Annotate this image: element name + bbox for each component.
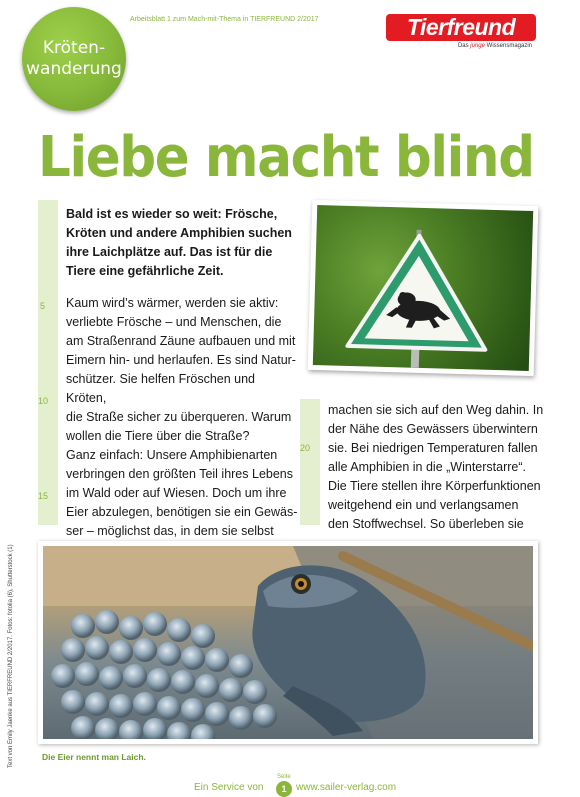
line-number: 20 <box>300 443 311 453</box>
footer-seite-label: Seite <box>277 774 291 780</box>
logo-word: Tierfreund <box>386 14 536 41</box>
header-line: Arbeitsblatt 1 zum Mach-mit-Thema in TIERFREUND 2/2017 <box>130 16 319 23</box>
footer <box>0 776 580 796</box>
logo-tagline: Das junge Wissensmagazin <box>457 43 532 49</box>
frog-image <box>43 546 533 739</box>
tierfreund-logo <box>386 14 536 54</box>
topic-badge <box>22 7 126 111</box>
intro-paragraph: Bald ist es wieder so weit: Frösche, Kröten und andere Amphibien suchen ihre Laichplätze auf. Das ist für die Tiere eine gefährliche Zeit. <box>66 207 292 278</box>
photo-caption: Die Eier nennt man Laich. <box>42 752 146 762</box>
publisher-link[interactable]: www.sailer-verlag.com <box>296 782 397 793</box>
line-number-bar-right <box>300 399 320 525</box>
sign-image <box>313 205 533 371</box>
photo-credit: Text von Emily Jaenke aus TIERFREUND 2/2017. Fotos: fotolia (6), Shutterstock (1) <box>8 544 14 768</box>
frog-with-spawn-illustration <box>43 546 533 739</box>
toad-crossing-sign-icon <box>313 205 533 371</box>
line-number-bar-left <box>38 200 58 525</box>
line-number: 5 <box>40 301 46 311</box>
toad-sign-photo <box>308 200 539 376</box>
badge-text: Kröten- wanderung <box>26 38 122 79</box>
frog-spawn-photo <box>38 541 538 744</box>
body-column-1: Kaum wird’s wärmer, werden sie aktiv: verliebte Frösche – und Menschen, die am Straßenrand Zäune aufbauen und mit Eimern hin- und herlaufen. Es sind Natur- schützer. Sie helfen Fröschen und Kröten, die Straße sicher zu überqueren. Warum wollen die Tiere über die Straße? Ganz einfach: Unsere Amphibienarten verbringen den größten Teil ihres Lebens im Wald oder auf Wiesen. Doch um ihre Eier abzulegen, benötigen sie ein Gewäs- ser – möglichst das, in dem sie selbst <box>66 296 298 538</box>
line-number: 10 <box>38 396 49 406</box>
line-number: 15 <box>38 491 49 501</box>
body-column-2: machen sie sich auf den Weg dahin. In der Nähe des Gewässers überwintern sie. Bei niedrigen Temperaturen fallen alle Amphibien in die „Winterstarre“. Die Tiere stellen ihre Körperfunktionen weitgehend ein und verlangsamen den Stoffwechsel. So überleben sie <box>328 403 544 531</box>
footer-service-text: Ein Service von <box>194 782 264 793</box>
page-title: Liebe macht blind <box>38 125 534 190</box>
page-number: 1 <box>276 781 292 797</box>
